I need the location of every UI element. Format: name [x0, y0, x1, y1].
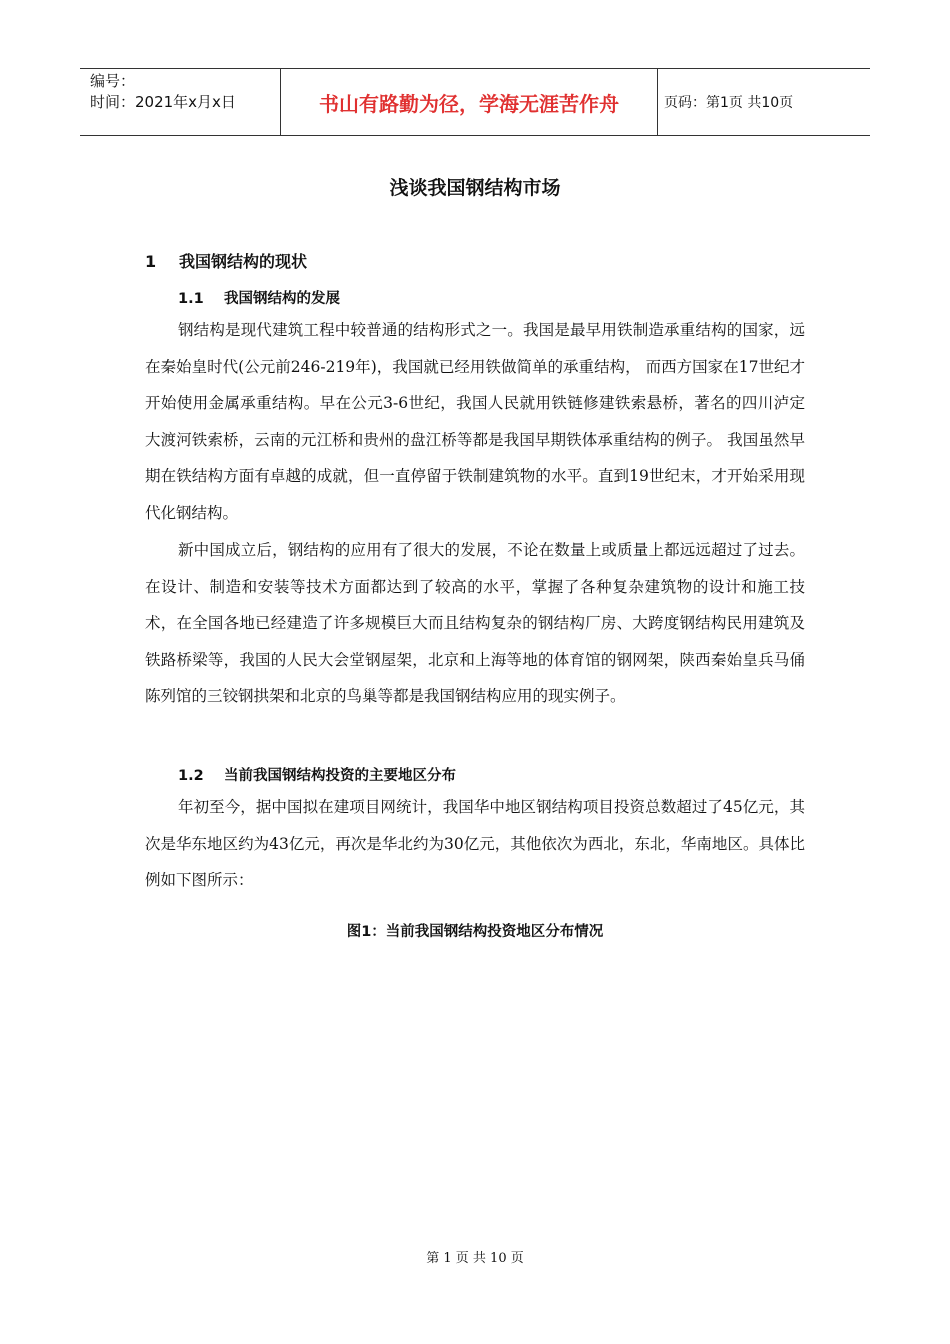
paragraph-3: 年初至今，据中国拟在建项目网统计，我国华中地区钢结构项目投资总数超过了45亿元，其次是华东地区约为43亿元，再次是华北约为30亿元，其他依次为西北，东北，华南地区。具体比例如下图所示：: [145, 798, 805, 889]
header-meta: [80, 69, 280, 135]
paragraph-1: 钢结构是现代建筑工程中较普通的结构形式之一。我国是最早用铁制造承重结构的国家，远在秦始皇时代(公元前246-219年)，我国就已经用铁做简单的承重结构， 而西方国家在17世纪才开始使用金属承重结构。早在公元3-6世纪，我国人民就用铁链修建铁索悬桥，著名的四川泸定大渡河铁索桥，云南的元江桥和贵州的盘江桥等都是我国早期铁体承重结构的例子。 我国虽然早期在铁结构方面有卓越的成就，但一直停留于铁制建筑物的水平。直到19世纪末，才开始采用现代化钢结构。: [145, 321, 805, 522]
subsection-title: 我国钢结构的发展: [224, 291, 340, 307]
subsection-heading-1-2: [178, 764, 456, 785]
subsection-heading-1-1: [178, 287, 340, 308]
subsection-number: 1.2: [178, 768, 204, 784]
header-motto: 书山有路勤为径，学海无涯苦作舟: [280, 69, 658, 135]
section-title: 我国钢结构的现状: [179, 252, 308, 271]
page-footer: 第 1 页 共 10 页: [426, 1251, 524, 1266]
header-time-label: 时间：2021年x月x日: [90, 93, 236, 111]
paragraph-2: 新中国成立后，钢结构的应用有了很大的发展，不论在数量上或质量上都远远超过了过去。在设计、制造和安装等技术方面都达到了较高的水平，掌握了各种复杂建筑物的设计和施工技术，在全国各地已经建造了许多规模巨大而且结构复杂的钢结构厂房、大跨度钢结构民用建筑及铁路桥梁等，我国的人民大会堂钢屋架，北京和上海等地的体育馆的钢网架，陕西秦始皇兵马俑陈列馆的三铰钢拱架和北京的鸟巢等都是我国钢结构应用的现实例子。: [145, 541, 805, 705]
subsection-number: 1.1: [178, 291, 204, 307]
subsection-title: 当前我国钢结构投资的主要地区分布: [224, 768, 456, 784]
header-page-info: 页码：第1页 共10页: [664, 95, 794, 111]
document-header: [80, 68, 870, 136]
section-number: 1: [145, 252, 157, 271]
section-heading-1: [145, 249, 307, 272]
header-number-label: 编号：: [90, 72, 136, 90]
figure-caption: 图1：当前我国钢结构投资地区分布情况: [346, 924, 604, 940]
document-title: 浅谈我国钢结构市场: [389, 177, 561, 199]
